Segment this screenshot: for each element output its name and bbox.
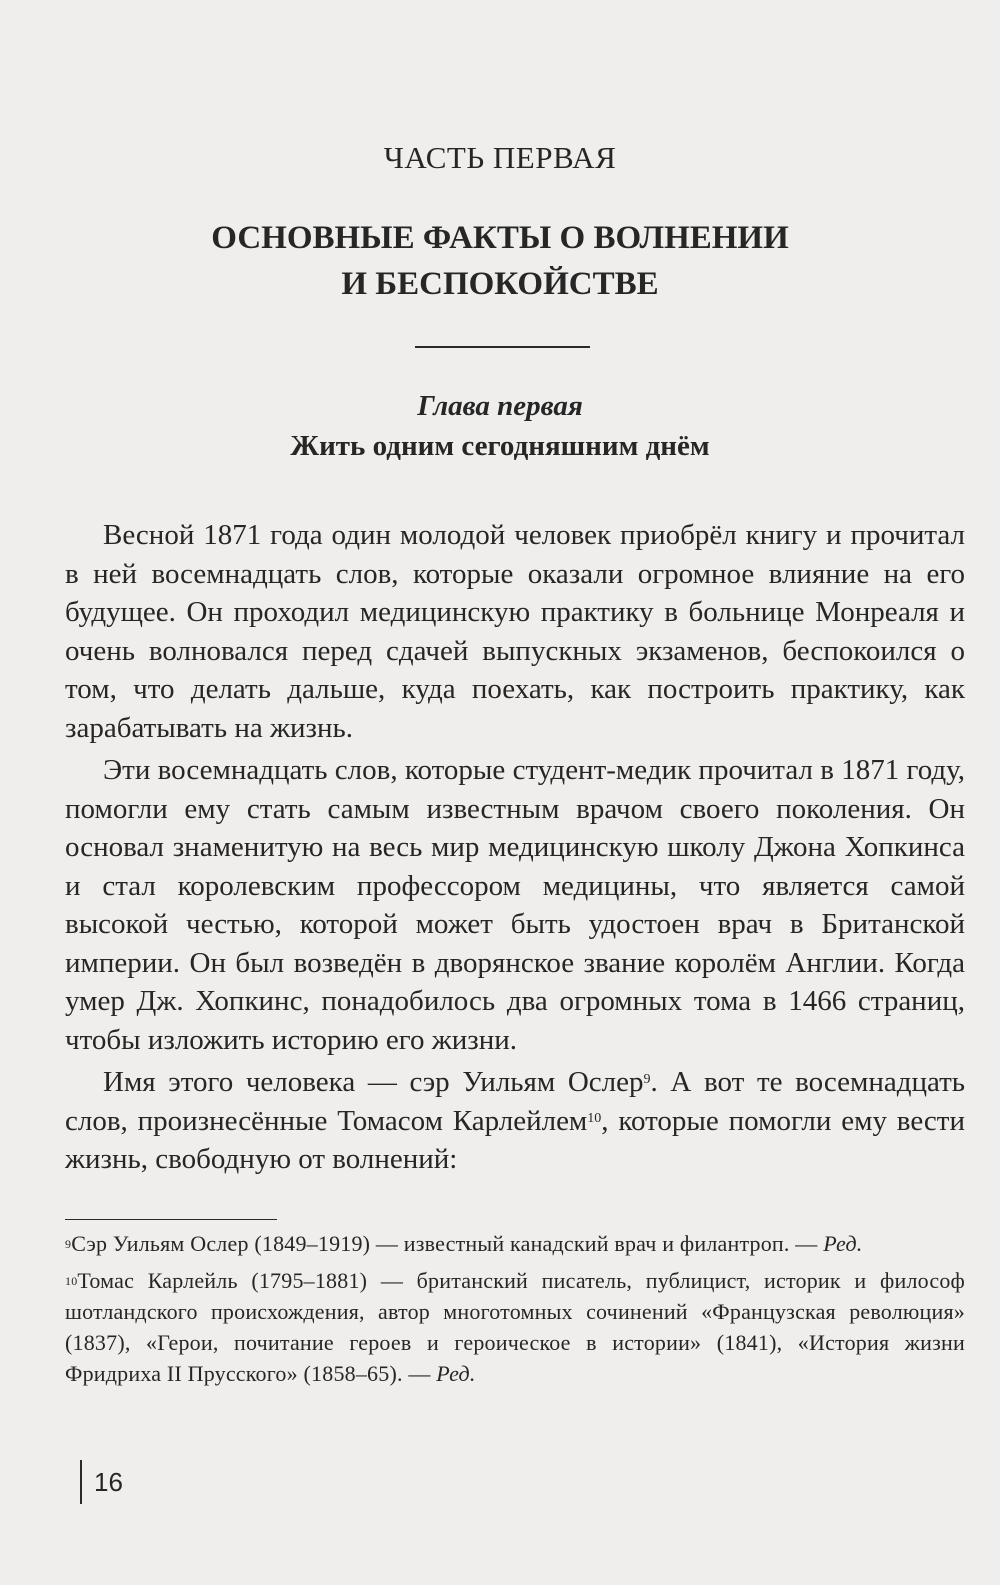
footnote-text: Сэр Уильям Ослер (1849–1919) — известный канадский врач и филантроп. — xyxy=(71,1231,824,1256)
paragraph-1: Весной 1871 года один молодой человек приобрёл книгу и прочитал в ней восемнадцать слов, которые оказали огромное влияние на его будущее. Он проходил медицинскую практику в больнице Монреаля и очень волновался перед сдачей выпускных экзаменов, беспокоился о том, что делать дальше, куда поехать, как построить практику, как зарабатывать на жизнь. xyxy=(65,519,965,744)
footnote-text: Томас Карлейль (1795–1881) — британский писатель, публицист, историк и философ шотландского происхождения, автор многотомных сочинений «Французская революция» (1837), «Герои, почитание героев и героическое в истории» (1841), «История жизни Фридриха II Прусского» (1858–65). — xyxy=(65,1268,965,1386)
footnote-ref-10: 10 xyxy=(587,1110,602,1126)
footnote-number: 9 xyxy=(65,1237,72,1251)
page-number: 16 xyxy=(94,1466,123,1497)
paragraph-3-part-2: . А вот те восемнадцать слов, произнесённые Томасом Карлейлем xyxy=(65,1066,966,1137)
footnote-editor-mark: Ред. xyxy=(436,1361,476,1386)
footnote-editor-mark: Ред. xyxy=(823,1231,863,1256)
footnote-10 xyxy=(65,1265,965,1389)
paragraph-2: Эти восемнадцать слов, которые студент-медик прочитал в 1871 году, помогли ему стать самым известным врачом своего поколения. Он основал знаменитую на весь мир медицинскую школу Джона Хопкинса и стал королевским профессором медицины, что является самой высокой честью, которой может быть удостоен врач в Британской империи. Он был возведён в дворянское звание королём Англии. Когда умер Дж. Хопкинс, понадобилось два огромных тома в 1466 страниц, чтобы изложить историю его жизни. xyxy=(65,754,965,1056)
footnote-number: 10 xyxy=(65,1274,78,1288)
footnote-9 xyxy=(65,1228,965,1259)
paragraph-3-part-3: , которые помогли ему вести жизнь, свободную от волнений: xyxy=(65,1104,965,1175)
part-title-line-1: ОСНОВНЫЕ ФАКТЫ О ВОЛНЕНИИ xyxy=(211,220,789,256)
chapter-body xyxy=(65,516,965,1179)
page-number-bar xyxy=(80,1460,82,1504)
chapter-title: Жить одним сегодняшним днём xyxy=(290,430,710,462)
paragraph-3-part-1: Имя этого человека — сэр Уильям Ослер xyxy=(103,1066,644,1098)
section-divider xyxy=(415,346,590,348)
part-title xyxy=(0,215,1000,307)
part-title-line-2: И БЕСПОКОЙСТВЕ xyxy=(341,266,659,302)
chapter-label: Глава первая xyxy=(417,390,583,422)
footnotes xyxy=(65,1228,965,1389)
footnote-separator xyxy=(65,1219,277,1220)
paragraph-3 xyxy=(65,1063,965,1179)
page-footer xyxy=(80,1460,123,1504)
part-label: ЧАСТЬ ПЕРВАЯ xyxy=(383,140,617,175)
footnote-ref-9: 9 xyxy=(643,1072,651,1087)
